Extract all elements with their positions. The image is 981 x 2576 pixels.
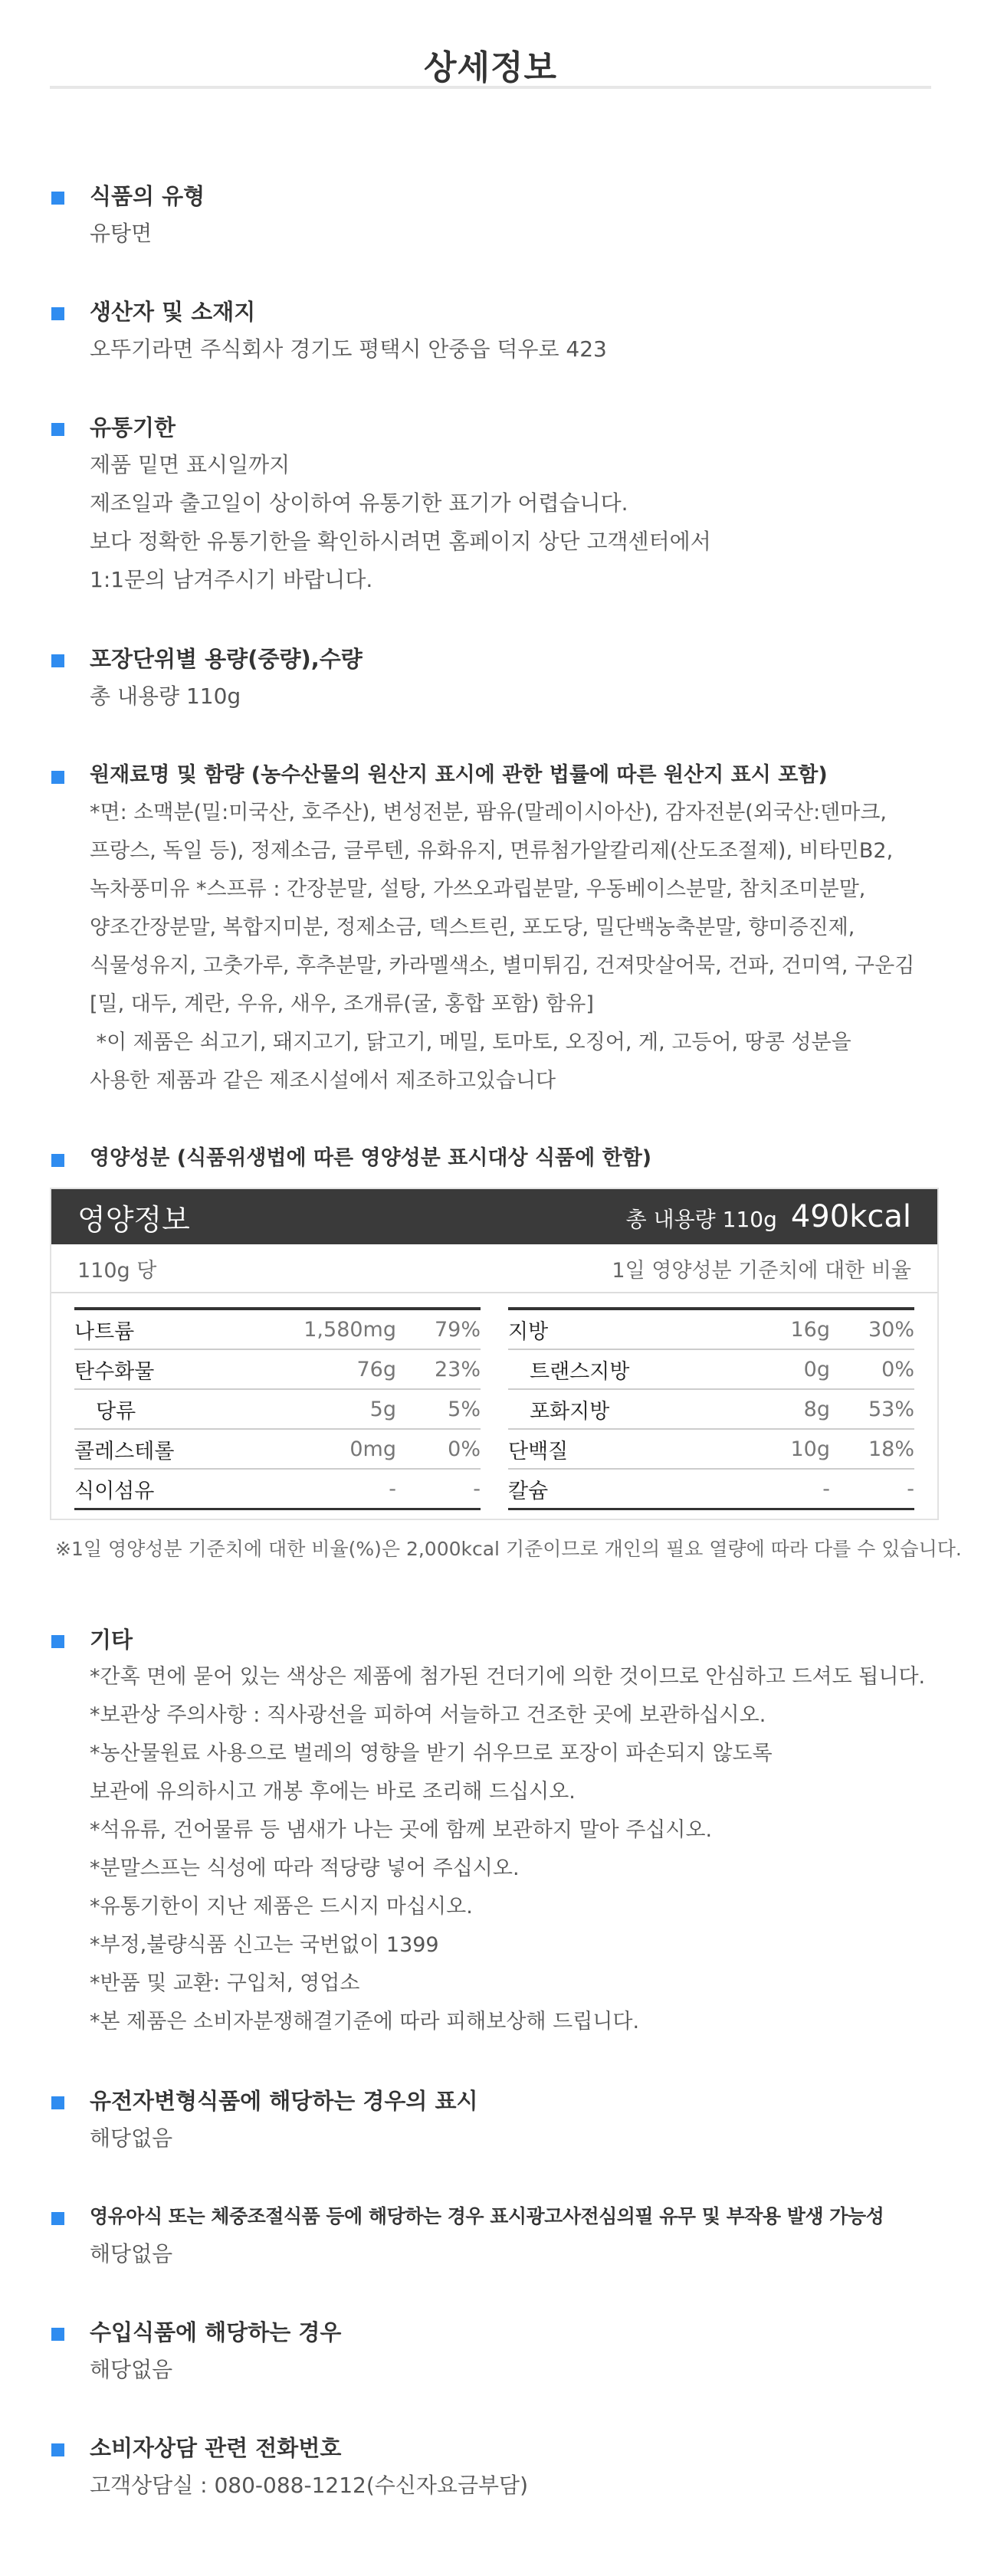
section-title: 생산자 및 소재지 [90, 299, 256, 325]
nutrient-name: 당류 [96, 1399, 136, 1424]
nutrient-percent: - [473, 1476, 481, 1501]
section-title: 유전자변형식품에 해당하는 경우의 표시 [90, 2088, 478, 2114]
section-line: *본 제품은 소비자분쟁해결기준에 따라 피해보상해 드립니다. [90, 2010, 640, 2034]
section-line: *농산물원료 사용으로 벌레의 영향을 받기 쉬우므로 포장이 파손되지 않도록 [90, 1742, 773, 1765]
nutrient-name: 트랜스지방 [530, 1359, 630, 1384]
nutrient-percent: 5% [448, 1397, 481, 1421]
nutrient-name: 콜레스테롤 [74, 1439, 175, 1463]
nutrition-column-right [508, 1307, 914, 1510]
nutrient-name: 칼슘 [508, 1479, 549, 1503]
section-line: 사용한 제품과 같은 제조시설에서 제조하고있습니다 [90, 1069, 556, 1093]
nutrition-row [508, 1470, 914, 1510]
bullet-square-icon [51, 654, 64, 667]
bullet-square-icon [51, 307, 64, 320]
section-title: 소비자상담 관련 전화번호 [90, 2435, 342, 2461]
nutrition-per: 110g 당 [77, 1258, 157, 1283]
nutrition-columns [51, 1307, 937, 1510]
page-header [0, 0, 981, 86]
bullet-square-icon [51, 423, 64, 436]
section-line: 고객상담실 : 080-088-1212(수신자요금부담) [90, 2473, 529, 2498]
info-section [0, 2433, 528, 2505]
nutrient-percent: 0% [448, 1437, 481, 1461]
nutrition-row [508, 1350, 914, 1390]
info-section [0, 181, 205, 253]
section-line: *유통기한이 지난 제품은 드시지 마십시오. [90, 1895, 473, 1919]
section-title: 유통기한 [90, 415, 176, 441]
section-title: 식품의 유형 [90, 183, 205, 209]
nutrition-total: 총 내용량 110g [625, 1207, 777, 1232]
bullet-square-icon [51, 2212, 64, 2225]
section-title: 영양성분 (식품위생법에 따른 영양성분 표시대상 식품에 한함) [90, 1146, 652, 1170]
section-line: 오뚜기라면 주식회사 경기도 평택시 안중읍 덕우로 423 [90, 336, 607, 362]
section-line: *부정,불량식품 신고는 국번없이 1399 [90, 1933, 439, 1957]
section-line: 해당없음 [90, 2241, 173, 2266]
bullet-square-icon [51, 2443, 64, 2456]
nutrition-footnote: ※1일 영양성분 기준치에 대한 비율(%)은 2,000kcal 기준이므로 개인의 필요 열량에 따라 다를 수 있습니다. [55, 1538, 962, 1560]
section-line: 해당없음 [90, 2125, 173, 2151]
nutrition-kcal: 490kcal [790, 1199, 911, 1234]
section-line: *간혹 면에 묻어 있는 색상은 제품에 첨가된 건더기에 의한 것이므로 안심하고 드셔도 됩니다. [90, 1665, 926, 1689]
section-line: 보관에 유의하시고 개봉 후에는 바로 조리해 드십시오. [90, 1780, 576, 1804]
nutrient-amount: 0g [803, 1357, 830, 1381]
info-section [0, 760, 914, 1100]
nutrient-percent: 53% [868, 1397, 914, 1421]
nutrient-amount: 1,580mg [303, 1317, 396, 1342]
info-section [0, 412, 711, 599]
nutrition-row [508, 1430, 914, 1470]
nutrition-subheader [51, 1244, 937, 1293]
bullet-square-icon [51, 2096, 64, 2109]
info-section [0, 644, 363, 716]
info-section [0, 1143, 651, 1174]
nutrition-ratio-label: 1일 영양성분 기준치에 대한 비율 [612, 1258, 911, 1283]
nutrient-name: 탄수화물 [74, 1359, 155, 1384]
section-title: 영유아식 또는 체중조절식품 등에 해당하는 경우 표시광고사전심의필 유무 및 부작용 발생 가능성 [90, 2205, 884, 2227]
info-section [0, 1624, 925, 2041]
nutrition-row [508, 1390, 914, 1430]
section-line: [밀, 대두, 계란, 우유, 새우, 조개류(굴, 홍합 포함) 함유] [90, 992, 594, 1016]
nutrition-row [74, 1310, 481, 1350]
section-line: 총 내용량 110g [90, 683, 241, 709]
bullet-square-icon [51, 2328, 64, 2341]
section-line: *이 제품은 쇠고기, 돼지고기, 닭고기, 메밀, 토마토, 오징어, 게, 고등어, 땅콩 성분을 [90, 1031, 851, 1054]
bullet-square-icon [51, 1635, 64, 1648]
section-line: *보관상 주의사항 : 직사광선을 피하여 서늘하고 건조한 곳에 보관하십시오. [90, 1703, 766, 1727]
nutrient-name: 나트륨 [74, 1319, 135, 1344]
section-line: 양조간장분말, 복합지미분, 정제소금, 덱스트린, 포도당, 밀단백농축분말, 향미증진제, [90, 916, 855, 939]
nutrient-name: 식이섬유 [74, 1479, 155, 1503]
nutrient-percent: 23% [434, 1357, 481, 1381]
nutrition-row [74, 1350, 481, 1390]
nutrition-column-left [74, 1307, 481, 1510]
nutrient-percent: 79% [434, 1317, 481, 1342]
section-line: 보다 정확한 유통기한을 확인하시려면 홈페이지 상단 고객센터에서 [90, 529, 711, 554]
section-line: 해당없음 [90, 2357, 173, 2382]
nutrient-amount: 0mg [349, 1437, 396, 1461]
section-title: 포장단위별 용량(중량),수량 [90, 646, 363, 672]
nutrient-name: 단백질 [508, 1439, 569, 1463]
nutrient-amount: 10g [790, 1437, 830, 1461]
bullet-square-icon [51, 192, 64, 205]
bullet-square-icon [51, 1154, 64, 1167]
nutrition-row [508, 1310, 914, 1350]
section-line: 유탕면 [90, 221, 153, 246]
nutrition-row [74, 1430, 481, 1470]
section-line: 식물성유지, 고춧가루, 후추분말, 카라멜색소, 별미튀김, 건져맛살어묵, 건파, 건미역, 구운김 [90, 954, 915, 978]
section-line: *반품 및 교환: 구입처, 영업소 [90, 1971, 360, 1995]
section-line: 프랑스, 독일 등), 정제소금, 글루텐, 유화유지, 면류첨가알칼리제(산도조절제), 비타민B2, [90, 839, 894, 863]
section-line: 제품 밑면 표시일까지 [90, 452, 290, 477]
section-title: 기타 [90, 1627, 133, 1653]
section-line: *석유류, 건어물류 등 냄새가 나는 곳에 함께 보관하지 말아 주십시오. [90, 1818, 713, 1842]
section-title: 원재료명 및 함량 (농수산물의 원산지 표시에 관한 법률에 따른 원산지 표시 포함) [90, 763, 828, 787]
info-section [0, 2317, 341, 2389]
section-title: 수입식품에 해당하는 경우 [90, 2319, 342, 2345]
nutrition-header [51, 1189, 937, 1244]
nutrition-summary [626, 1199, 911, 1234]
nutrient-percent: - [907, 1476, 914, 1501]
nutrition-row [74, 1390, 481, 1430]
nutrient-name: 포화지방 [530, 1399, 610, 1424]
section-line: 제조일과 출고일이 상이하여 유통기한 표기가 어렵습니다. [90, 490, 628, 516]
nutrition-title: 영양정보 [77, 1202, 190, 1237]
info-section [0, 2086, 478, 2158]
info-section [0, 297, 607, 369]
info-section [0, 2201, 884, 2273]
page-title: 상세정보 [423, 48, 557, 87]
nutrition-row [74, 1470, 481, 1510]
nutrient-percent: 30% [868, 1317, 914, 1342]
nutrient-amount: 76g [356, 1357, 396, 1381]
nutrient-amount: 16g [790, 1317, 830, 1342]
bullet-square-icon [51, 771, 64, 784]
nutrient-amount: - [389, 1476, 396, 1501]
nutrition-table [50, 1188, 939, 1520]
nutrient-amount: 5g [369, 1397, 396, 1421]
nutrient-name: 지방 [508, 1319, 549, 1344]
section-line: *분말스프는 식성에 따라 적당량 넣어 주십시오. [90, 1857, 520, 1880]
section-line: *면: 소맥분(밀:미국산, 호주산), 변성전분, 팜유(말레이시아산), 감자전분(외국산:덴마크, [90, 801, 887, 824]
nutrient-amount: 8g [803, 1397, 830, 1421]
section-line: 1:1문의 남겨주시기 바랍니다. [90, 567, 373, 592]
nutrient-amount: - [822, 1476, 830, 1501]
section-line: 녹차풍미유 *스프류 : 간장분말, 설탕, 가쓰오과립분말, 우동베이스분말, 참치조미분말, [90, 877, 866, 901]
nutrient-percent: 18% [868, 1437, 914, 1461]
nutrient-percent: 0% [881, 1357, 914, 1381]
